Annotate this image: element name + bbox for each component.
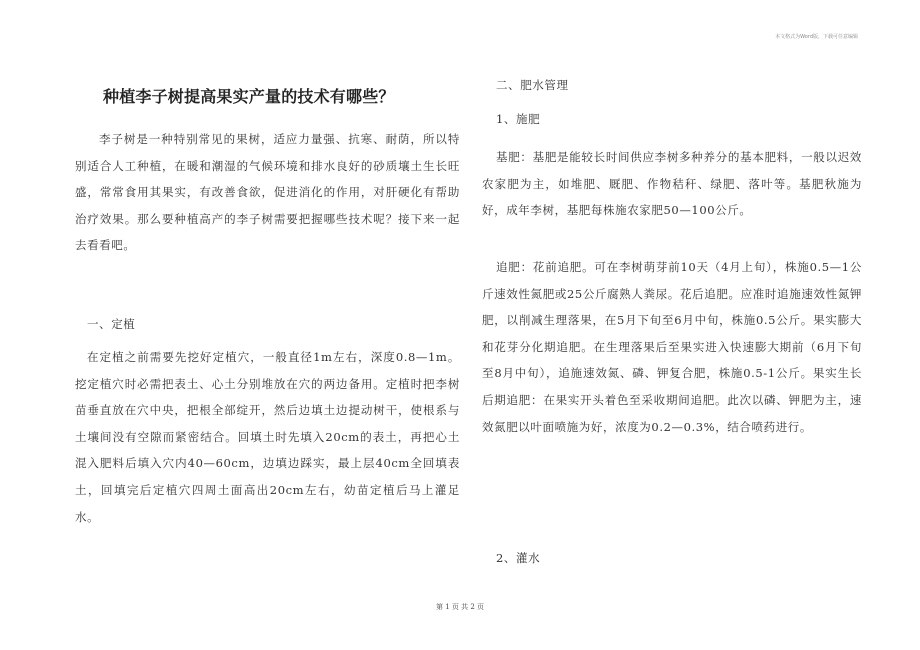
watermark-text: 本文格式为Word版，下载可任意编辑 (775, 34, 858, 40)
top-fertilizer-block (482, 254, 862, 440)
intro-paragraph: 李子树是一种特别常见的果树，适应力量强、抗寒、耐荫，所以特别适合人工种植，在暖和潮湿的气候环境和排水良好的砂质壤土生长旺盛，常常食用其果实，有改善食欲，促进消化的作用，对肝硬化有帮助治疗效果。那么要种植高产的李子树需要把握哪些技术呢？接下来一起去看看吧。 (75, 132, 460, 253)
top-fertilizer-paragraph: 追肥：花前追肥。可在李树萌芽前10天（4月上旬），株施0.5—1公斤速效性氮肥或25公斤腐熟人粪尿。花后追肥。应准时追施速效性氮钾肥，以削减生理落果，在5月下旬至6月中旬，株施0.5公斤。果实膨大和花芽分化期追肥。在生理落果后至果实进入快速膨大期前（6月下旬至8月中旬），追施速效氮、磷、钾复合肥，株施0.5-1公斤。果实生长后期追肥：在果实开头着色至采收期间追肥。此次以磷、钾肥为主，速效氮肥以叶面喷施为好，浓度为0.2—0.3%，结合喷药进行。 (482, 260, 862, 434)
page-number-footer: 第 1 页 共 2 页 (435, 603, 485, 611)
page-title: 种植李子树提高果实产量的技术有哪些？ (103, 87, 395, 106)
section-heading-fertilizer-water: 二、肥水管理 (496, 78, 569, 92)
section-heading-planting: 一、定植 (87, 317, 136, 331)
section-heading-block (75, 311, 460, 338)
subheading-block (482, 545, 862, 572)
intro-paragraph-block (75, 126, 460, 259)
subheading-block (482, 106, 862, 133)
base-fertilizer-block (482, 144, 862, 224)
base-fertilizer-paragraph: 基肥：基肥是能较长时间供应李树多种养分的基本肥料，一般以迟效农家肥为主，如堆肥、厩肥、作物秸秆、绿肥、落叶等。基肥秋施为好，成年李树，基肥每株施农家肥50—100公斤。 (482, 150, 862, 218)
planting-paragraph-block (75, 344, 460, 530)
subheading-watering: 2、灌水 (496, 551, 541, 565)
subheading-fertilizing: 1、施肥 (496, 112, 541, 126)
planting-paragraph: 在定植之前需要先挖好定植穴，一般直径1m左右，深度0.8—1m。挖定植穴时必需把表土、心土分别堆放在穴的两边备用。定植时把李树苗垂直放在穴中央，把根全部绽开，然后边填土边提动树干，使根系与土壤间没有空隙而紧密结合。回填土时先填入20cm的表土，再把心土混入肥料后填入穴内40—60cm，边填边踩实，最上层40cm全回填表土，回填完后定植穴四周土面高出20cm左右，幼苗定植后马上灌足水。 (75, 350, 460, 524)
section-heading-block (482, 72, 862, 99)
